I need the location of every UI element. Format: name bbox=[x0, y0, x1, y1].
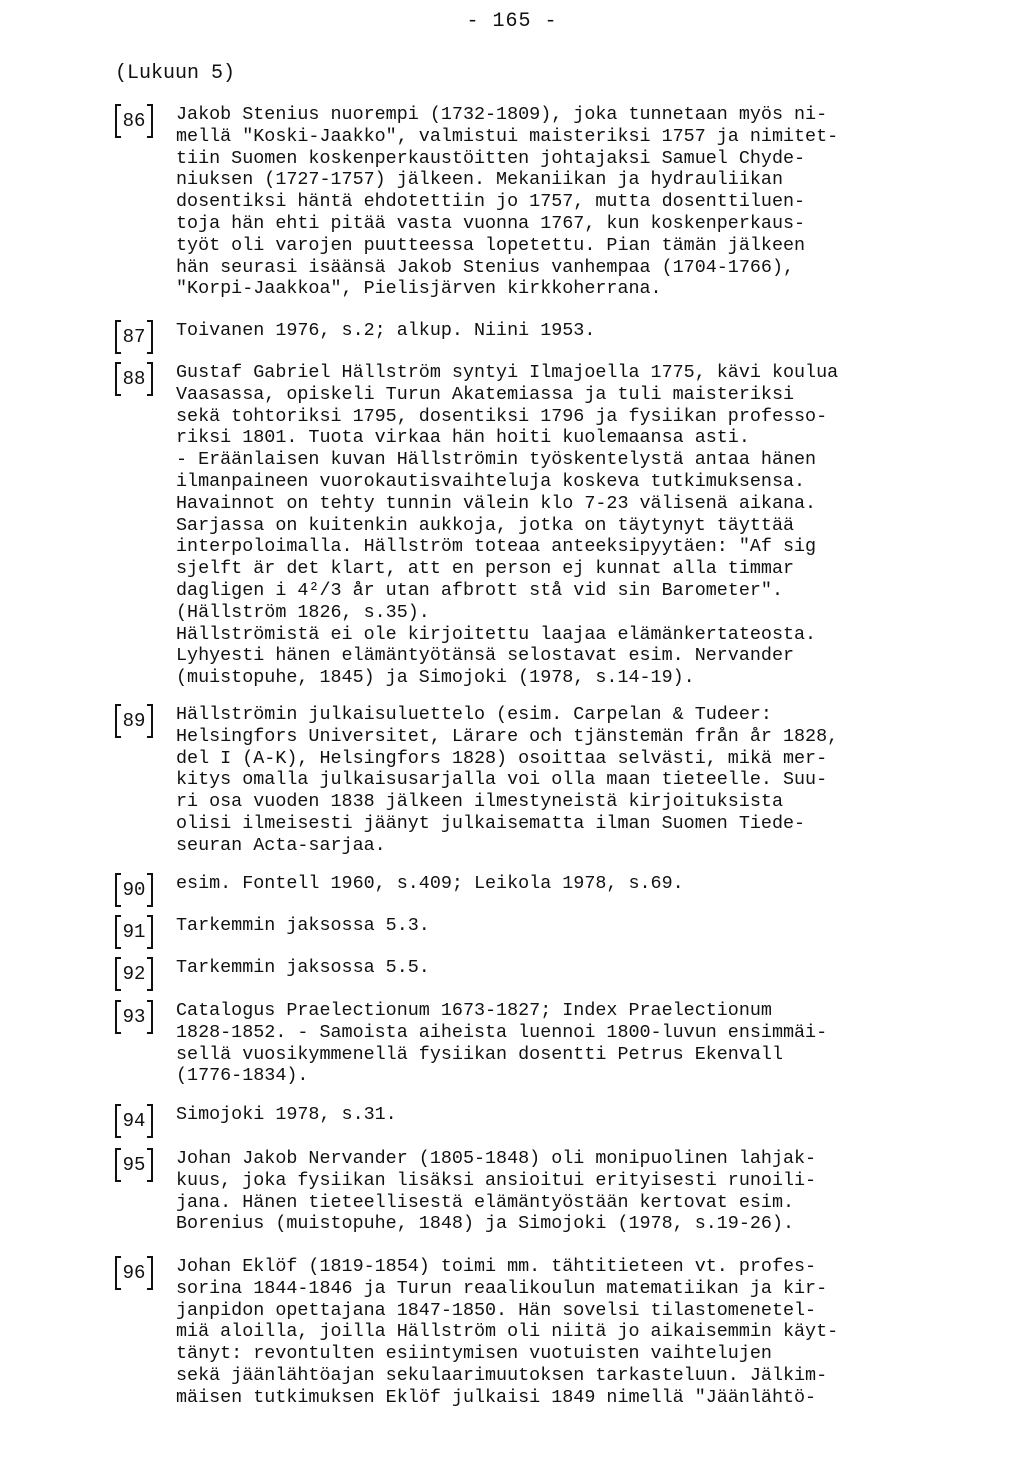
footnote-text: Johan Jakob Nervander (1805-1848) oli monipuolinen lahjak- kuus, joka fysiikan lisäksi ansioitui erityisesti runoili- jana. Hänen tieteellisestä elämäntyöstään kertovat esim. Borenius (muistopuhe, 1848) ja Simojoki (1978, s.19-26). bbox=[176, 1148, 817, 1235]
footnote-text: Johan Eklöf (1819-1854) toimi mm. tähtitieteen vt. profes- sorina 1844-1846 ja Turun reaalikoulun matematiikan ja kir- janpidon opettajana 1847-1850. Hän sovelsi tilastomenetel- miä aloilla, joilla Hällström oli niitä jo aikaisemmin käyt- tänyt: revontulten esiintymisen vuotuisten vaihtelujen sekä jäänlähtöajan sekulaarimuutoksen tarkasteluun. Jälkim- mäisen tutkimuksen Eklöf julkaisi 1849 nimellä "Jäänlähtö- bbox=[176, 1256, 839, 1408]
footnote-text: Gustaf Gabriel Hällström syntyi Ilmajoella 1775, kävi koulua Vaasassa, opiskeli Turun Akatemiassa ja tuli maisteriksi sekä tohtoriksi 1795, dosentiksi 1796 ja fysiikan professo- riksi 1801. Tuota virkaa hän hoiti kuolemaansa asti. - Eräänlaisen kuvan Hällströmin työskentelystä antaa hänen ilmanpaineen vuorokautisvaihteluja koskeva tutkimuksensa. Havainnot on tehty tunnin välein klo 7-23 välisenä aikana. Sarjassa on kuitenkin aukkoja, jotka on täytynyt täyttää interpoloimalla. Hällström toteaa anteeksipyytäen: "Af sig sjelft är det klart, att en person ej kunnat alla timmar dagligen i 4²/3 år utan afbrott stå vid sin Barometer". (Hällström 1826, s.35). Hällströmistä ei ole kirjoitettu laajaa elämänkertateosta. Lyhyesti hänen elämäntyötänsä selostavat esim. Nervander (muistopuhe, 1845) ja Simojoki (1978, s.14-19). bbox=[176, 362, 839, 689]
footnote-text: Catalogus Praelectionum 1673-1827; Index Praelectionum 1828-1852. - Samoista aiheista luennoi 1800-luvun ensimmäi- sellä vuosikymmenellä fysiikan dosentti Petrus Ekenvall (1776-1834). bbox=[176, 1000, 828, 1087]
footnote-number: 87 bbox=[115, 320, 153, 354]
footnote-96 bbox=[115, 1256, 945, 1409]
footnote-number: 86 bbox=[115, 104, 153, 138]
footnote-89 bbox=[115, 704, 945, 857]
footnote-number: 89 bbox=[115, 704, 153, 738]
footnote-number: 93 bbox=[115, 1000, 153, 1034]
footnote-number: 88 bbox=[115, 362, 153, 396]
footnote-87 bbox=[115, 320, 945, 348]
footnote-92 bbox=[115, 957, 945, 985]
footnote-text: Tarkemmin jaksossa 5.5. bbox=[176, 957, 430, 978]
footnote-94 bbox=[115, 1104, 945, 1132]
footnote-text: Simojoki 1978, s.31. bbox=[176, 1104, 397, 1125]
footnote-number: 94 bbox=[115, 1104, 153, 1138]
footnote-number: 92 bbox=[115, 957, 153, 991]
footnote-text: Hällströmin julkaisuluettelo (esim. Carpelan & Tudeer: Helsingfors Universitet, Lärare och tjänstemän från år 1828, del I (A-K), Helsingfors 1828) osoittaa selvästi, mikä mer- kitys omalla julkaisusarjalla voi olla maan tieteelle. Suu- ri osa vuoden 1838 jälkeen ilmestyneistä kirjoituksista olisi ilmeisesti jäänyt julkaisematta ilman Suomen Tiede- seuran Acta-sarjaa. bbox=[176, 704, 839, 856]
footnote-number: 96 bbox=[115, 1256, 153, 1290]
chapter-reference: (Lukuun 5) bbox=[115, 62, 236, 85]
footnote-number: 91 bbox=[115, 915, 153, 949]
footnote-text: Tarkemmin jaksossa 5.3. bbox=[176, 915, 430, 936]
footnote-93 bbox=[115, 1000, 945, 1087]
footnote-91 bbox=[115, 915, 945, 943]
footnote-90 bbox=[115, 873, 945, 901]
footnote-86 bbox=[115, 104, 945, 300]
footnote-88 bbox=[115, 362, 945, 689]
footnote-number: 95 bbox=[115, 1148, 153, 1182]
footnote-text: Jakob Stenius nuorempi (1732-1809), joka tunnetaan myös ni- mellä "Koski-Jaakko", valmistui maisteriksi 1757 ja nimitet- tiin Suomen koskenperkaustöitten johtajaksi Samuel Chyde- niuksen (1727-1757) jälkeen. Mekaniikan ja hydrauliikan dosentiksi häntä ehdotettiin jo 1757, mutta dosenttiluen- toja hän ehti pitää vasta vuonna 1767, kun koskenperkaus- työt oli varojen puutteessa lopetettu. Pian tämän jälkeen hän seurasi isäänsä Jakob Stenius vanhempaa (1704-1766), "Korpi-Jaakkoa", Pielisjärven kirkkoherrana. bbox=[176, 104, 839, 300]
footnote-text: Toivanen 1976, s.2; alkup. Niini 1953. bbox=[176, 320, 596, 341]
footnote-95 bbox=[115, 1148, 945, 1235]
page-number: - 165 - bbox=[466, 10, 558, 33]
footnote-number: 90 bbox=[115, 873, 153, 907]
footnote-text: esim. Fontell 1960, s.409; Leikola 1978, s.69. bbox=[176, 873, 684, 894]
